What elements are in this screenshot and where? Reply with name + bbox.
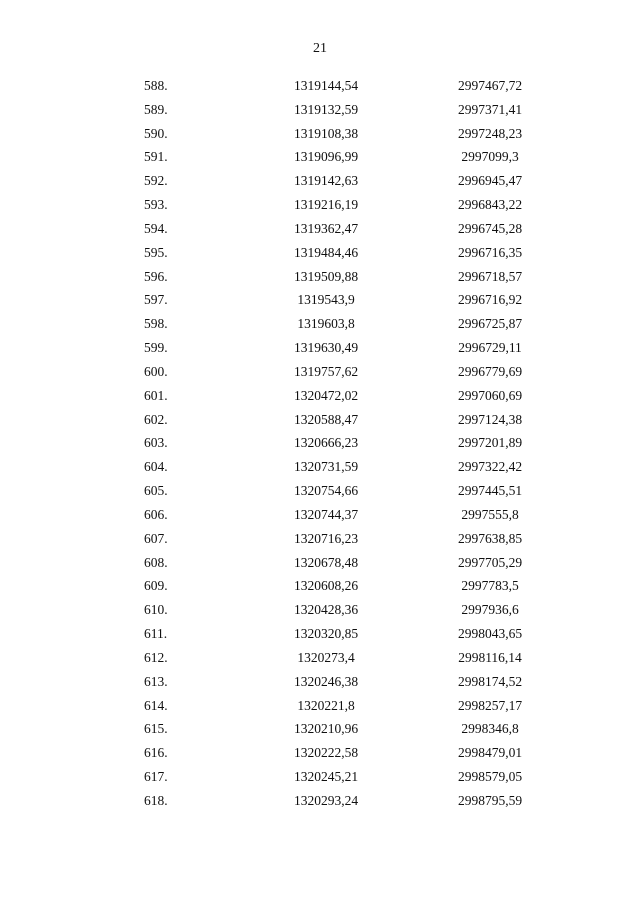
y-coordinate: 2998257,17 bbox=[457, 697, 523, 713]
x-coordinate: 1320428,36 bbox=[293, 602, 359, 618]
x-coordinate: 1319096,99 bbox=[293, 149, 359, 165]
y-coordinate: 2997060,69 bbox=[457, 387, 523, 403]
point-number: 615. bbox=[144, 721, 168, 737]
point-number: 617. bbox=[144, 769, 168, 785]
point-number: 611. bbox=[144, 626, 168, 642]
y-coordinate: 2997201,89 bbox=[457, 435, 523, 451]
table-row bbox=[0, 217, 640, 241]
x-coordinate: 1320744,37 bbox=[293, 506, 359, 522]
y-coordinate: 2996716,35 bbox=[457, 244, 523, 260]
table-row bbox=[0, 145, 640, 169]
point-number: 614. bbox=[144, 697, 168, 713]
table-row bbox=[0, 169, 640, 193]
y-coordinate: 2997705,29 bbox=[457, 554, 523, 570]
table-row bbox=[0, 551, 640, 575]
point-number: 597. bbox=[144, 292, 168, 308]
y-coordinate: 2996725,87 bbox=[457, 316, 523, 332]
x-coordinate: 1319630,49 bbox=[293, 340, 359, 356]
table-row bbox=[0, 479, 640, 503]
y-coordinate: 2997124,38 bbox=[457, 411, 523, 427]
point-number: 600. bbox=[144, 363, 168, 379]
y-coordinate: 2998795,59 bbox=[457, 792, 523, 808]
table-row bbox=[0, 789, 640, 813]
table-row bbox=[0, 670, 640, 694]
table-row bbox=[0, 527, 640, 551]
point-number: 601. bbox=[144, 387, 168, 403]
table-row bbox=[0, 574, 640, 598]
point-number: 591. bbox=[144, 149, 168, 165]
y-coordinate: 2998579,05 bbox=[457, 769, 523, 785]
table-row bbox=[0, 503, 640, 527]
table-row bbox=[0, 408, 640, 432]
table-row bbox=[0, 312, 640, 336]
point-number: 612. bbox=[144, 649, 168, 665]
y-coordinate: 2997371,41 bbox=[457, 101, 523, 117]
point-number: 609. bbox=[144, 578, 168, 594]
x-coordinate: 1320293,24 bbox=[293, 792, 359, 808]
y-coordinate: 2996843,22 bbox=[457, 197, 523, 213]
table-row bbox=[0, 765, 640, 789]
x-coordinate: 1320666,23 bbox=[293, 435, 359, 451]
x-coordinate: 1320588,47 bbox=[293, 411, 359, 427]
y-coordinate: 2998116,14 bbox=[458, 649, 522, 665]
x-coordinate: 1320754,66 bbox=[293, 483, 359, 499]
y-coordinate: 2996745,28 bbox=[457, 220, 523, 236]
table-row bbox=[0, 598, 640, 622]
point-number: 618. bbox=[144, 792, 168, 808]
y-coordinate: 2998479,01 bbox=[457, 745, 523, 761]
y-coordinate: 2996779,69 bbox=[457, 363, 523, 379]
x-coordinate: 1320716,23 bbox=[293, 530, 359, 546]
page-number: 21 bbox=[313, 41, 327, 56]
x-coordinate: 1320273,4 bbox=[297, 649, 355, 665]
y-coordinate: 2997638,85 bbox=[457, 530, 523, 546]
x-coordinate: 1319142,63 bbox=[293, 173, 359, 189]
y-coordinate: 2998174,52 bbox=[457, 673, 523, 689]
x-coordinate: 1320210,96 bbox=[293, 721, 359, 737]
point-number: 590. bbox=[144, 125, 168, 141]
point-number: 606. bbox=[144, 506, 168, 522]
x-coordinate: 1319362,47 bbox=[293, 220, 359, 236]
table-row bbox=[0, 646, 640, 670]
point-number: 589. bbox=[144, 101, 168, 117]
x-coordinate: 1320731,59 bbox=[293, 459, 359, 475]
x-coordinate: 1320221,8 bbox=[297, 697, 355, 713]
x-coordinate: 1320472,02 bbox=[293, 387, 359, 403]
table-row bbox=[0, 288, 640, 312]
x-coordinate: 1320245,21 bbox=[293, 769, 359, 785]
point-number: 603. bbox=[144, 435, 168, 451]
x-coordinate: 1320222,58 bbox=[293, 745, 359, 761]
point-number: 588. bbox=[144, 78, 168, 93]
x-coordinate: 1319144,54 bbox=[293, 78, 359, 93]
table-row bbox=[0, 384, 640, 408]
point-number: 608. bbox=[144, 554, 168, 570]
x-coordinate: 1320608,26 bbox=[293, 578, 359, 594]
table-row bbox=[0, 265, 640, 289]
table-row bbox=[0, 431, 640, 455]
x-coordinate: 1319543,9 bbox=[297, 292, 355, 308]
table-row bbox=[0, 241, 640, 265]
y-coordinate: 2997099,3 bbox=[461, 149, 519, 165]
y-coordinate: 2997248,23 bbox=[457, 125, 523, 141]
table-row bbox=[0, 455, 640, 479]
point-number: 596. bbox=[144, 268, 168, 284]
table-row bbox=[0, 336, 640, 360]
x-coordinate: 1320246,38 bbox=[293, 673, 359, 689]
x-coordinate: 1319484,46 bbox=[293, 244, 359, 260]
y-coordinate: 2997936,6 bbox=[461, 602, 519, 618]
x-coordinate: 1320678,48 bbox=[293, 554, 359, 570]
x-coordinate: 1319509,88 bbox=[293, 268, 359, 284]
x-coordinate: 1319108,38 bbox=[293, 125, 359, 141]
y-coordinate: 2996718,57 bbox=[457, 268, 523, 284]
point-number: 613. bbox=[144, 673, 168, 689]
y-coordinate: 2998346,8 bbox=[461, 721, 519, 737]
point-number: 605. bbox=[144, 483, 168, 499]
y-coordinate: 2996945,47 bbox=[457, 173, 523, 189]
point-number: 599. bbox=[144, 340, 168, 356]
x-coordinate: 1319757,62 bbox=[293, 363, 359, 379]
table-row bbox=[0, 741, 640, 765]
table-row bbox=[0, 360, 640, 384]
point-number: 595. bbox=[144, 244, 168, 260]
point-number: 604. bbox=[144, 459, 168, 475]
x-coordinate: 1319216,19 bbox=[293, 197, 359, 213]
table-row bbox=[0, 74, 640, 98]
point-number: 592. bbox=[144, 173, 168, 189]
point-number: 610. bbox=[144, 602, 168, 618]
x-coordinate: 1320320,85 bbox=[293, 626, 359, 642]
table-row bbox=[0, 98, 640, 122]
point-number: 594. bbox=[144, 220, 168, 236]
y-coordinate: 2998043,65 bbox=[457, 626, 523, 642]
x-coordinate: 1319132,59 bbox=[293, 101, 359, 117]
y-coordinate: 2996729,11 bbox=[458, 340, 522, 356]
table-row bbox=[0, 622, 640, 646]
point-number: 598. bbox=[144, 316, 168, 332]
point-number: 602. bbox=[144, 411, 168, 427]
point-number: 607. bbox=[144, 530, 168, 546]
table-row bbox=[0, 122, 640, 146]
x-coordinate: 1319603,8 bbox=[297, 316, 355, 332]
y-coordinate: 2997322,42 bbox=[457, 459, 523, 475]
coordinate-table bbox=[0, 74, 640, 813]
y-coordinate: 2997467,72 bbox=[457, 78, 523, 93]
y-coordinate: 2997445,51 bbox=[457, 483, 523, 499]
y-coordinate: 2996716,92 bbox=[457, 292, 523, 308]
y-coordinate: 2997783,5 bbox=[461, 578, 519, 594]
point-number: 593. bbox=[144, 197, 168, 213]
table-row bbox=[0, 193, 640, 217]
table-row bbox=[0, 694, 640, 718]
table-row bbox=[0, 717, 640, 741]
y-coordinate: 2997555,8 bbox=[461, 506, 519, 522]
point-number: 616. bbox=[144, 745, 168, 761]
